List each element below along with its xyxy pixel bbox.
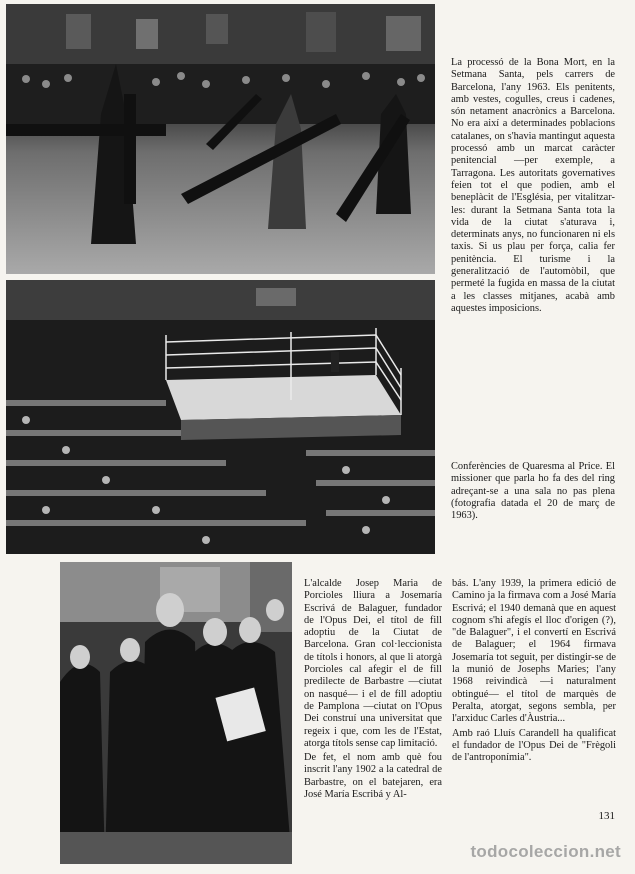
article-paragraph: Amb raó Lluís Carandell ha qualificat el fundador de l'Opus Dei de "Frègoli de l'antroponímia". xyxy=(452,727,616,764)
article-paragraph: De fet, el nom amb què fou inscrit l'any 1902 a la catedral de Barbastre, on el batejaren, era José María Escribá y Al- xyxy=(304,752,442,801)
conference-caption: Conferències de Quaresma al Price. El missioner que parla ho fa des del ring adreçant-se a una sala no pas plena (fotografia datada el 20 de març de 1963). xyxy=(451,461,615,522)
page-number: 131 xyxy=(598,810,615,822)
procession-photo xyxy=(6,4,435,274)
procession-caption: La processó de la Bona Mort, en la Setmana Santa, pels carrers de Barcelona, l'any 1963. Els penitents, amb vestes, cogulles, creus i cadenes, són netament anacrònics a Barcelona. No era així a determinades poblacions catalanes, on s'havia mantingut aquesta processó amb un marcat caràcter penitencial —per exemple, a Tarragona. Les autoritats governatives feien tot el que podien, amb el beneplàcit de l'Església, per vitalitzar-les: durant la Setmana Santa tota la vida de la ciutat s'aturava i, determinats anys, no funcionaren ni els taxis. Si us plau per força, calia fer penitència. El turisme i la generalització de l'automòbil, que permeté la fugida en massa de la ciutat a les classes mitjanes, acabà amb aquestes imposicions. xyxy=(451,57,615,314)
article-column-1 xyxy=(304,578,442,803)
article-column-2 xyxy=(452,578,616,766)
conference-photo xyxy=(6,280,435,554)
watermark: todocoleccion.net xyxy=(470,842,621,861)
article-paragraph: bás. L'any 1939, la primera edició de Camino ja la firmava com a José María Escrivá; el 1940 demanà que en aquest cognom s'hi afegís el lloc d'origen (?), "de Balaguer", i el convertí en Escrivá de Balaguer; el 1964 firmava Josemaría tot seguit, per distingir-se de la munió de Josephs Maries; l'any 1968 reivindicà —i naturalment obtingué— el títol de marquès de Peralta, atorgat, segons sembla, per l'arxiduc Carles d'Àustria... xyxy=(452,578,616,725)
article-paragraph: L'alcalde Josep Maria de Porcioles lliura a Josemaría Escrivá de Balaguer, fundador de l'Opus Dei, el títol de fill adoptiu de la Ciutat de Barcelona. Gran col·leccionista de títols i honors, al que li atorgà Porcioles cal afegir el de fill predilecte de Barbastre —ciutat on nasqué— i el de fill adoptiu de Pamplona —ciutat on l'Opus Dei construí una universitat que regeix i que, com les de l'Estat, atorga títols sense cap limitació. xyxy=(304,578,442,749)
porcioles-escriva-photo xyxy=(60,562,292,864)
